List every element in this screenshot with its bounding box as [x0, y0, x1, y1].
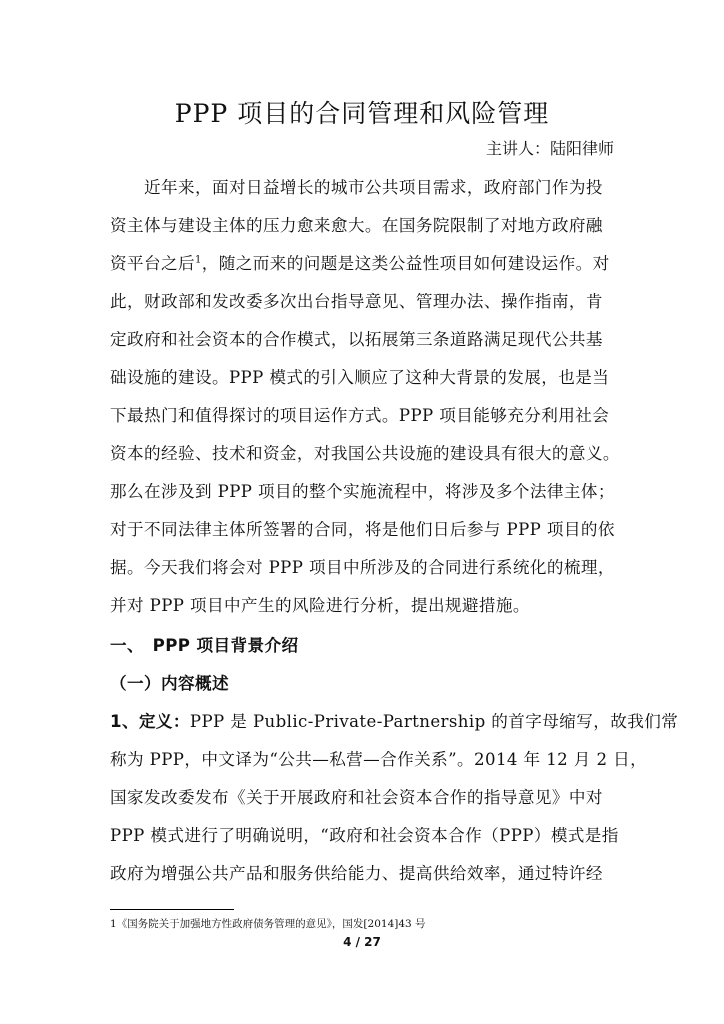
para-line: 资本的经验、技术和资金，对我国公共设施的建设具有很大的意义。: [110, 444, 620, 463]
footnote: [110, 916, 426, 931]
para-line: 称为 PPP，中文译为“公共—私营—合作关系”。2014 年 12 月 2 日，: [110, 750, 648, 769]
para-line: 下最热门和值得探讨的项目运作方式。PPP 项目能够充分利用社会: [110, 406, 610, 425]
para-text: 资平台之后: [110, 254, 195, 273]
footnote-ref[interactable]: 1: [194, 254, 202, 266]
author-line: 主讲人：陆阳律师: [485, 139, 614, 158]
para-text: PPP 是 Public-Private-Partnership 的首字母缩写，故我们常: [189, 712, 679, 731]
footnote-text: 《国务院关于加强地方性政府债务管理的意见》，国发[2014]43 号: [116, 918, 426, 930]
section-heading: 一、 PPP 项目背景介绍: [110, 636, 299, 655]
page-title: PPP 项目的合同管理和风险管理: [174, 99, 550, 128]
para-text: ，随之而来的问题是这类公益性项目如何建设运作。对: [201, 254, 610, 273]
para-line: PPP 模式进行了明确说明，“政府和社会资本合作（PPP）模式是指: [110, 826, 619, 845]
para-line: 对于不同法律主体所签署的合同，将是他们日后参与 PPP 项目的依: [110, 520, 615, 539]
para-line: [110, 708, 678, 732]
para-line: 并对 PPP 项目中产生的风险进行分析，提出规避措施。: [110, 596, 530, 615]
para-line: 国家发改委发布《关于开展政府和社会资本合作的指导意见》中对: [110, 788, 603, 807]
footnote-number: 1: [110, 918, 117, 930]
subsection-heading: （一）内容概述: [110, 674, 229, 693]
para-line: 此，财政部和发改委多次出台指导意见、管理办法、操作指南，肯: [110, 292, 603, 311]
para-line: 资主体与建设主体的压力愈来愈大。在国务院限制了对地方政府融: [110, 216, 603, 235]
para-line: 据。今天我们将会对 PPP 项目中所涉及的合同进行系统化的梳理，: [110, 558, 615, 577]
page-number: 4 / 27: [343, 935, 381, 949]
para-line: 近年来，面对日益增长的城市公共项目需求，政府部门作为投: [110, 178, 603, 197]
para-line: 政府为增强公共产品和服务供给能力、提高供给效率，通过特许经: [110, 864, 603, 883]
para-line: 定政府和社会资本的合作模式，以拓展第三条道路满足现代公共基: [110, 330, 603, 349]
para-line: 础设施的建设。PPP 模式的引入顺应了这种大背景的发展，也是当: [110, 368, 610, 387]
para-line: [110, 250, 610, 274]
definition-label: 1、定义：: [110, 712, 190, 731]
footnote-divider: [110, 909, 234, 910]
para-line: 那么在涉及到 PPP 项目的整个实施流程中，将涉及多个法律主体；: [110, 482, 615, 501]
